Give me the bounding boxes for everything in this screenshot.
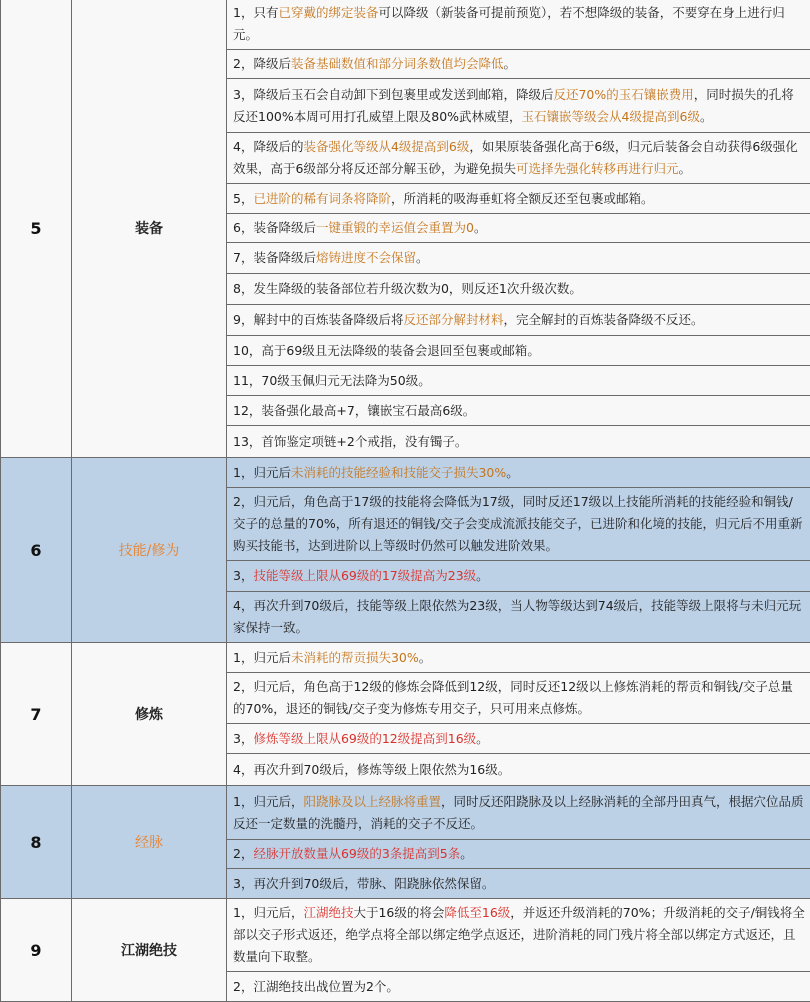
rule-text: 大于16级的将会 [353,905,444,920]
rule-item [227,274,810,305]
rule-text: 1，归元后， [233,794,303,809]
highlight-orange: 装备强化等级从4级提高到6级 [303,139,469,154]
rule-item [227,786,810,840]
rule-item [227,899,810,972]
rule-text: 。 [678,161,691,176]
highlight-orange: 可选择先强化转移再进行归元 [516,161,679,176]
rule-item [227,972,810,1002]
rule-item [227,396,810,426]
rule-item [227,79,810,133]
rule-text: ，并返还升级消耗的70%；升级消耗的交子/铜钱将全部以交子形式返还，绝学点将全部以绑定绝学点返还，进阶消耗的同门残片将全部以绑定方式返还，且数量向下取整。 [233,905,805,964]
section-number: 5 [1,0,72,458]
rule-item [227,243,810,274]
highlight-orange: 已进阶的稀有词条将降阶 [253,191,391,206]
rule-text: 2， [233,846,253,861]
rule-text: 。 [474,220,487,235]
highlight-orange: 装备基础数值和部分词条数值均会降低 [291,56,504,71]
rule-text: 3， [233,568,253,583]
rule-text: 9，解封中的百炼装备降级后将 [233,312,403,327]
rule-text: 。 [419,650,432,665]
rule-item [227,592,810,643]
rule-text: 8，发生降级的装备部位若升级次数为0，则反还1次升级次数。 [233,281,582,296]
highlight-orange: 未消耗的帮贡损失30% [291,650,419,665]
rule-text: 1，归元后 [233,465,291,480]
rule-text: 。 [476,568,489,583]
rule-text: 6，装备降级后 [233,220,316,235]
rule-text: 4，再次升到70级后，修炼等级上限依然为16级。 [233,762,510,777]
rule-text: 。 [476,731,489,746]
rule-text: 3，降级后玉石会自动卸下到包裹里或发送到邮箱，降级后 [233,87,553,102]
rule-item [227,840,810,869]
rule-item [227,754,810,786]
rule-item [227,50,810,79]
rule-text: 。 [700,109,713,124]
rule-item [227,643,810,673]
rule-text: 11，70级玉佩归元无法降为50级。 [233,373,431,388]
rule-text: 4，降级后的 [233,139,303,154]
rule-item [227,336,810,366]
rule-text: 。 [460,846,473,861]
section-number: 9 [1,899,72,1002]
highlight-orange: 一键重锻的幸运值会重置为0 [316,220,474,235]
rule-text: 12，装备强化最高+7，镶嵌宝石最高6级。 [233,403,475,418]
rule-text: 2，归元后，角色高于12级的修炼会降低到12级，同时反还12级以上修炼消耗的帮贡和铜钱/交子总量的70%，退还的铜钱/交子变为修炼专用交子，只可用来点修炼。 [233,679,793,716]
rule-text: 1，归元后 [233,650,291,665]
rule-item [227,133,810,184]
rule-text: 1，只有 [233,5,278,20]
rule-text: ，同时损失的孔将反还100%本周可用打孔威望上限及80%武林威望， [233,87,794,124]
rule-text: 2，降级后 [233,56,291,71]
highlight-orange: 未消耗的技能经验和技能交子损失30% [291,465,506,480]
section-number: 8 [1,786,72,899]
highlight-red: 技能等级上限从69级的17级提高为23级 [253,568,476,583]
rule-text: ，完全解封的百炼装备降级不反还。 [503,312,703,327]
section-category: 装备 [72,0,227,458]
highlight-orange: 阳跷脉及以上经脉将重置 [303,794,441,809]
section-category: 江湖绝技 [72,899,227,1002]
rule-text: 13，首饰鉴定项链+2个戒指，没有镯子。 [233,434,467,449]
rule-item [227,458,810,488]
section-number: 6 [1,458,72,643]
rule-text: ，如果原装备强化高于6级，归元后装备会自动获得6级强化效果，高于6级部分将反还部分解玉砂，为避免损失 [233,139,798,176]
section-number: 7 [1,643,72,786]
rule-item [227,305,810,336]
highlight-orange: 反还部分解封材料 [403,312,503,327]
rule-text: 。 [503,56,516,71]
rule-item [227,426,810,458]
rule-text: 7，装备降级后 [233,250,316,265]
rule-text: ，同时反还阳跷脉及以上经脉消耗的全部丹田真气，根据穴位品质反还一定数量的洗髓丹，消耗的交子不反还。 [233,794,803,831]
highlight-red: 修炼等级上限从69级的12级提高到16级 [253,731,476,746]
rule-text: 。 [506,465,519,480]
highlight-red: 江湖绝技 [303,905,353,920]
rule-item [227,673,810,724]
highlight-orange: 已穿戴的绑定装备 [278,5,378,20]
rule-item [227,0,810,50]
rule-item [227,214,810,243]
rule-text: 5， [233,191,253,206]
rule-text: 10，高于69级且无法降级的装备会退回至包裹或邮箱。 [233,343,540,358]
highlight-red: 降低至16级 [444,905,510,920]
section-category: 修炼 [72,643,227,786]
rule-text: 2，江湖绝技出战位置为2个。 [233,979,399,994]
rule-text: 2，归元后，角色高于17级的技能将会降低为17级，同时反还17级以上技能所消耗的技能经验和铜钱/交子的总量的70%，所有退还的铜钱/交子会变成流派技能交子，已进阶和化境的技能，归元后不用重新购买技能书，达到进阶以上等级时仍然可以触发进阶效果。 [233,494,803,553]
rule-item [227,488,810,561]
rule-text: 4，再次升到70级后，技能等级上限依然为23级，当人物等级达到74级后，技能等级上限将与未归元玩家保持一致。 [233,598,801,635]
rule-item [227,561,810,592]
section-category: 技能/修为 [72,458,227,643]
rule-item [227,724,810,754]
rule-text: 3，再次升到70级后，带脉、阳跷脉依然保留。 [233,876,494,891]
rule-text: 可以降级（新装备可提前预览），若不想降级的装备，不要穿在身上进行归元。 [233,5,785,42]
rule-item [227,184,810,214]
rule-item [227,366,810,396]
highlight-orange: 反还70%的玉石镶嵌费用 [553,87,693,102]
rule-text: 。 [416,250,429,265]
rule-text: ，所消耗的吸海垂虹将全额反还至包裹或邮箱。 [391,191,654,206]
rule-text: 1，归元后， [233,905,303,920]
highlight-orange: 玉石镶嵌等级会从4级提高到6级 [522,109,700,124]
section-category: 经脉 [72,786,227,899]
highlight-orange: 熔铸进度不会保留 [316,250,416,265]
highlight-red: 经脉开放数量从69级的3条提高到5条 [253,846,460,861]
rule-text: 3， [233,731,253,746]
rule-item [227,869,810,899]
